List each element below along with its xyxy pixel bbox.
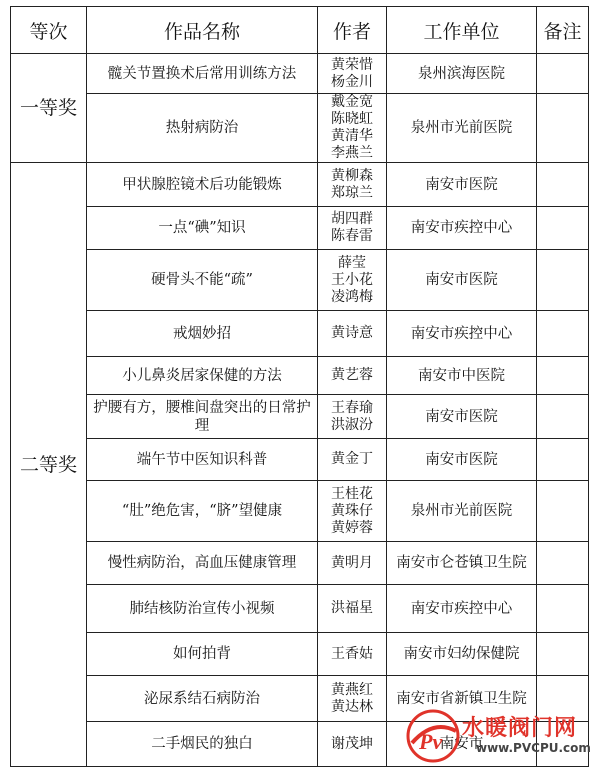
table-row <box>11 357 589 395</box>
author-name: 黄燕红 <box>331 681 373 698</box>
table-row <box>11 542 589 585</box>
table-row <box>11 163 589 207</box>
header-author: 作者 <box>318 7 387 54</box>
author-name: 陈春雷 <box>331 228 373 244</box>
note-cell <box>537 163 589 207</box>
work-unit-cell: 泉州滨海医院 <box>387 54 537 94</box>
work-title-cell: 硬骨头不能“疏” <box>87 250 318 311</box>
author-cell <box>318 207 387 250</box>
work-title-cell: 端午节中医知识科普 <box>87 439 318 481</box>
author-name: 薛莹 <box>338 254 366 271</box>
author-cell <box>318 542 387 585</box>
work-title-cell: 甲状腺腔镜术后功能锻炼 <box>87 163 318 207</box>
author-name: 胡四群 <box>331 211 373 227</box>
author-name: 陈晓虹 <box>331 111 373 127</box>
award-rank-cell: 二等奖 <box>11 163 87 767</box>
author-name: 黄达林 <box>331 698 373 715</box>
work-title-cell: 如何拍背 <box>87 633 318 676</box>
author-name: 凌鸿梅 <box>331 288 373 305</box>
table-row <box>11 633 589 676</box>
author-name: 黄明月 <box>331 554 373 571</box>
author-name: 黄诗意 <box>331 325 373 341</box>
watermark <box>406 709 596 763</box>
author-name: 王香姑 <box>331 645 373 662</box>
author-cell <box>318 54 387 94</box>
author-cell <box>318 722 387 767</box>
work-unit-cell: 南安市 <box>387 722 537 767</box>
author-name: 杨金川 <box>331 73 373 90</box>
table-row <box>11 250 589 311</box>
author-cell <box>318 585 387 633</box>
watermark-logo-icon <box>406 709 460 763</box>
work-unit-cell: 南安市医院 <box>387 250 537 311</box>
author-name: 洪福星 <box>331 600 373 616</box>
work-unit-cell: 南安市医院 <box>387 439 537 481</box>
work-unit-cell: 南安市疾控中心 <box>387 311 537 357</box>
work-title-cell: 戒烟妙招 <box>87 311 318 357</box>
author-cell <box>318 395 387 439</box>
author-name: 李燕兰 <box>331 145 373 161</box>
note-cell <box>537 207 589 250</box>
table-row <box>11 207 589 250</box>
author-name: 黄柳森 <box>331 167 373 184</box>
note-cell <box>537 439 589 481</box>
work-title-cell: 肺结核防治宣传小视频 <box>87 585 318 633</box>
author-name: 黄清华 <box>331 128 373 144</box>
award-rank-cell: 一等奖 <box>11 54 87 163</box>
watermark-title: 水暖阀门网 <box>462 716 578 741</box>
author-name: 黄婷蓉 <box>331 519 373 536</box>
work-title-cell: 髋关节置换术后常用训练方法 <box>87 54 318 94</box>
author-cell <box>318 357 387 395</box>
work-title-cell: 小儿鼻炎居家保健的方法 <box>87 357 318 395</box>
work-title-cell: 一点“碘”知识 <box>87 207 318 250</box>
table-row <box>11 311 589 357</box>
work-unit-cell: 南安市仑苍镇卫生院 <box>387 542 537 585</box>
author-cell <box>318 676 387 722</box>
work-title-cell: 慢性病防治，高血压健康管理 <box>87 542 318 585</box>
watermark-url: www.PVCPU.com <box>476 741 591 755</box>
table-row <box>11 481 589 542</box>
author-name: 黄珠仔 <box>331 502 373 519</box>
table-row <box>11 54 589 94</box>
author-cell <box>318 633 387 676</box>
table-body <box>11 54 589 767</box>
header-row <box>11 7 589 54</box>
work-title-cell: 二手烟民的独白 <box>87 722 318 767</box>
work-unit-cell: 泉州市光前医院 <box>387 481 537 542</box>
work-unit-cell: 南安市疾控中心 <box>387 207 537 250</box>
header-title: 作品名称 <box>87 7 318 54</box>
note-cell <box>537 311 589 357</box>
note-cell <box>537 250 589 311</box>
note-cell <box>537 357 589 395</box>
author-cell <box>318 250 387 311</box>
work-unit-cell: 南安市中医院 <box>387 357 537 395</box>
author-cell <box>318 439 387 481</box>
work-unit-cell: 南安市省新镇卫生院 <box>387 676 537 722</box>
work-unit-cell: 南安市疾控中心 <box>387 585 537 633</box>
author-cell <box>318 311 387 357</box>
author-cell <box>318 481 387 542</box>
author-name: 王春瑜 <box>331 399 373 416</box>
header-unit: 工作单位 <box>387 7 537 54</box>
note-cell <box>537 481 589 542</box>
awards-table <box>10 6 589 767</box>
note-cell <box>537 94 589 163</box>
note-cell <box>537 395 589 439</box>
work-unit-cell: 南安市妇幼保健院 <box>387 633 537 676</box>
work-title-cell: 泌尿系结石病防治 <box>87 676 318 722</box>
note-cell <box>537 54 589 94</box>
author-name: 戴金宽 <box>331 94 373 110</box>
table-row <box>11 585 589 633</box>
note-cell <box>537 542 589 585</box>
header-note: 备注 <box>537 7 589 54</box>
note-cell <box>537 633 589 676</box>
work-unit-cell: 泉州市光前医院 <box>387 94 537 163</box>
author-name: 王桂花 <box>331 485 373 502</box>
work-unit-cell: 南安市医院 <box>387 395 537 439</box>
table-row <box>11 94 589 163</box>
work-title-cell: “肚”绝危害，“脐”望健康 <box>87 481 318 542</box>
svg-text:Pv: Pv <box>419 729 443 754</box>
author-cell <box>318 163 387 207</box>
work-title-cell: 热射病防治 <box>87 94 318 163</box>
author-cell <box>318 94 387 163</box>
author-name: 黄艺蓉 <box>331 367 373 383</box>
note-cell <box>537 585 589 633</box>
author-name: 王小花 <box>331 271 373 288</box>
table-row <box>11 395 589 439</box>
header-rank: 等次 <box>11 7 87 54</box>
author-name: 黄金丁 <box>331 451 373 467</box>
work-title-cell: 护腰有方，腰椎间盘突出的日常护理 <box>87 395 318 439</box>
table-row <box>11 439 589 481</box>
author-name: 郑琼兰 <box>331 184 373 201</box>
author-name: 洪淑汾 <box>331 416 373 433</box>
work-unit-cell: 南安市医院 <box>387 163 537 207</box>
author-name: 谢茂坤 <box>331 735 373 752</box>
author-name: 黄荣惜 <box>331 56 373 73</box>
